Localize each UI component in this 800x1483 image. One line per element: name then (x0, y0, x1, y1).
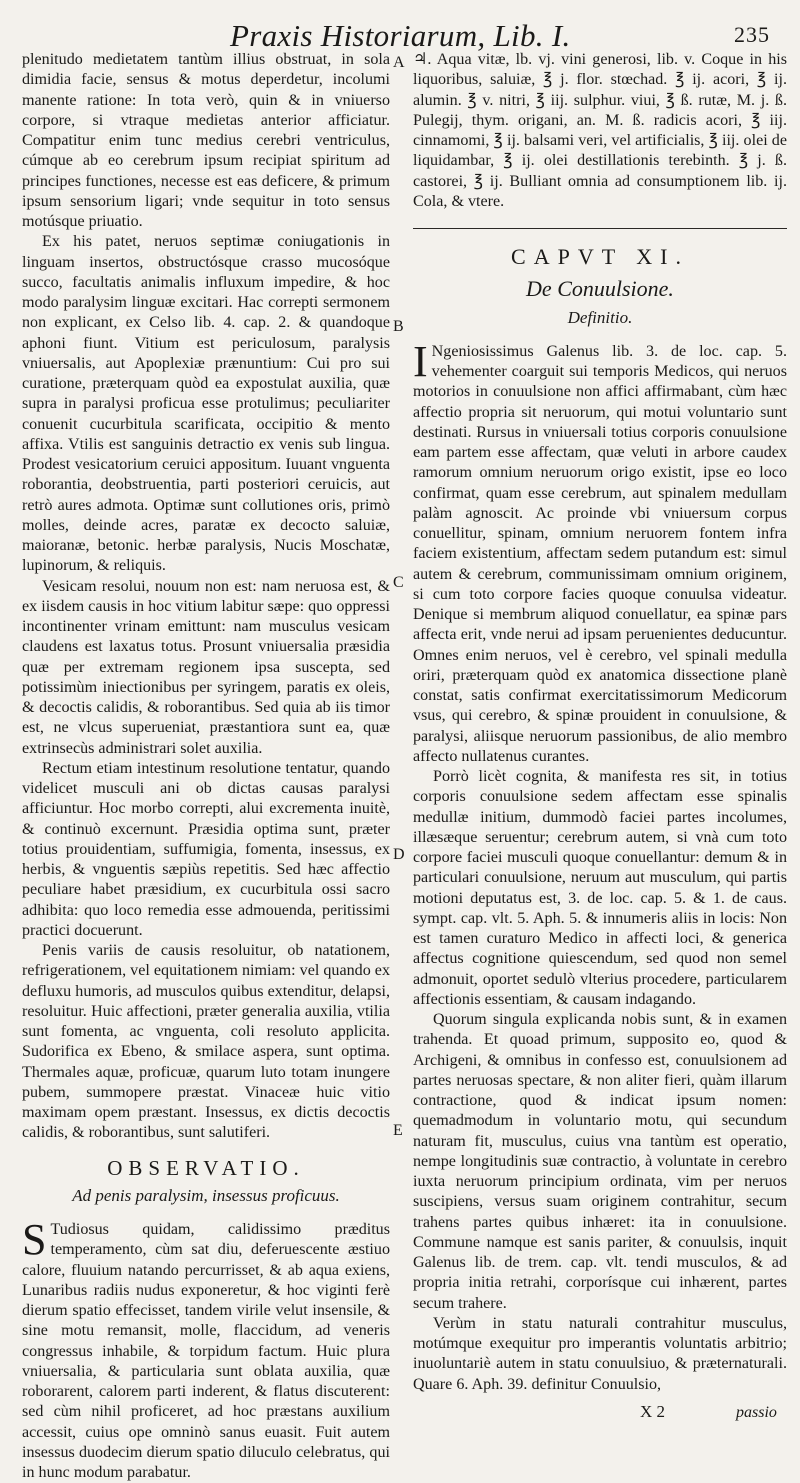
running-head: Praxis Historiarum, Lib. I. (230, 18, 571, 53)
right-paragraph-1-text: Ngeniosissimus Galenus lib. 3. de loc. cap. 5. vehementer coarguit sui temporis Medicos, qui neruos motorios in conuulsione non affici affirmabant, cùm hæc affectio propria sit neruorum, qui motui voluntario sunt destinati. Rursus in vniuersali totius corporis conuulsione eam partem esse affectam, quæ veluti in arbore caudex ramorum omnium neruorum origo existit, ipse eo loco confirmat, quam esse cerebrum, aut spinalem medullam palàm agnoscit. Ac proinde vbi vniuersum corpus conuellitur, spinam, omnium neruorem fontem infra faciem existentium, affectam sedem putandum est: simul autem & cerebrum, communissimam omnium originem, si cum toto corpore facies quoque conuulsa videatur. Denique si membrum aliquod conuellatur, ea spinæ pars affecta erit, vnde nerui ad ipsam peruenientes deducuntur. Omnes enim neruos, vel è cerebro, vel spinali medulla oriri, præterquam quòd ex anatomica dissectione planè constat, satis confirmat exercitatissimorum Medicorum vsus, qui cerebro, & spinæ prouident in conuulsione, & paralysi, aliisque neruorum passionibus, de alio membro affecto nullatenus curantes. (413, 342, 787, 765)
caput-subtitle: De Conuulsione. (526, 276, 674, 302)
left-paragraph-4: Rectum etiam intestinum resolutione tentatur, quando videlicet musculi ani ob dictas causas paralysi afficiuntur. Hoc morbo correpti, alui excrementa inuitè, & continuò excernunt. Præsidia optima sunt, præter totius prouidentiam, suffumigia, fomenta, insessus, ex herbis, & vnguentis sæpiùs repetitis. Sed hæc affectio peculiare habet præsidium, ex cucurbitula ossi sacro adhibita: quo loco remedia esse admouenda, peritissimi practici docuerunt. (22, 759, 390, 939)
left-column (22, 50, 390, 1483)
left-paragraph-5: Penis variis de causis resoluitur, ob natationem, refrigerationem, vel equitationem nimiam: vel quando ex defluxu humoris, ad musculos quibus extenditur, delapsi, resoluitur. Huic affectioni, præter generalia auxilia, vtilia sunt fomenta, ac vnguenta, coli resoluto applicita. Sudorifica ex Ebeno, & smilace aspera, sunt optima. Thermales aquæ, proficuæ, quarum luto totam inungere pubem, summopere præstat. Vinaceæ huic vitio maximam opem præstant. Insessus, ex dictis decoctis calidis, & roborantibus, sunt salutiferi. (22, 942, 390, 1142)
right-paragraph-3: Quorum singula explicanda nobis sunt, & in examen trahenda. Et quoad primum, supposito eo, quod & Archigeni, & omnibus in confesso est, conuulsionem ad partes neruosas spectare, & non aliter fieri, quàm illarum contractione, quod & indicat ipsum nomen: quemadmodum in voluntario motu, qui secundum naturam fit, musculus, cuius vna tantùm est operatio, nempe longitudinis suæ contractio, à voluntate in cerebro iuxta neruorum principium ordinata, vim per neruos suscipiens, versus suam originem contrahitur, secum trahens partes quibus inhæret: ita in conuulsione. Commune namque est sanis pariter, & conuulsis, inquit Galenus lib. de trem. cap. vlt. tendi musculos, & ad propria initia retrahi, corporísque cui inhærent, partes secum trahere. (413, 1011, 787, 1312)
right-paragraph-2: Porrò licèt cognita, & manifesta res sit, in totius corporis conuulsione sedem affectam esse spinalis medullæ initium, dummodò faciei partes incolumes, illæsæque seruentur; cerebrum autem, si vnà cum toto corpore faciei musculi quoque conuellantur: demum & in particulari conuulsione, neruum aut musculum, qui partis motioni deputatus est, 3. de loc. cap. 5. & 1. de caus. sympt. cap. vlt. 5. Aph. 5. & innumeris aliis in locis: Non est tamen curaturo Medico in affecti loci, & generica affectus cognitione quiescendum, sed quod non semel admonuit, oportet sedulò vlterius procedere, particularem affectionis essentiam, & causam indagando. (413, 768, 787, 1008)
observatio-subtitle: Ad penis paralysim, insessus proficuus. (72, 1185, 340, 1205)
observatio-dropcap: S (22, 1215, 47, 1264)
caput-title: CAPVT XI. (511, 244, 689, 269)
signature-mark: X 2 (640, 1402, 666, 1421)
catchword: passio (736, 1404, 777, 1421)
margin-letter-d: D (393, 846, 405, 863)
left-paragraph-2: Ex his patet, neruos septimæ coniugationis in linguam insertos, obstructósque crasso mucosóque succo, facultatis animalis influxum impedire, & hoc modo paralysim linguæ excitari. Hac correpti sermonem non explicant, ex Celso lib. 4. cap. 2. & quandoque aphoni fiunt. Vitium est periculosum, paralysis vniuersalis, aut Apoplexiæ prænuntium: Cui pro sui curatione, præterquam quòd ea expostulat auxilia, quæ supra in paralysi proficua esse protulimus; peculiariter conuenit cucurbitula scarificata, occipitio & mento affixa. Vtilis est sanguinis detractio ex venis sub lingua. Prodest vesicatorium ceruici appositum. Iuuant vnguenta roborantia, deobstruentia, parti posteriori ceruicis, aut retrò aures admota. Optimæ sunt collutiones oris, primò molles, deinde acres, paratæ ex decocto saluiæ, maioranæ, betonic. herbæ paralysis, Nucis Moschatæ, lupinorum, & reliquis. (22, 233, 390, 575)
page-header (0, 14, 800, 54)
right-column (413, 50, 787, 1395)
right-paragraph-1 (413, 336, 787, 767)
page-number: 235 (734, 22, 770, 47)
caput-dropcap: I (413, 336, 428, 386)
right-paragraph-4: Verùm in statu naturali contrahitur musculus, motúmque exequitur pro imperantis voluntatis arbitrio; inuoluntariè autem in statu conuulsiuo, & præternaturali. Quare 6. Aph. 39. definitur Conuulsio, (413, 1314, 787, 1393)
observatio-text: Tudiosus quidam, calidissimo præditus temperamento, cùm sat diu, deferuescente æstiuo calore, fluuium natando percurrisset, & ab aqua exiens, Lunaribus radiis nudus exponeretur, & hoc viginti ferè dierum spatio effecisset, tandem virile velut insensile, & sine motu remansit, molle, flaccidum, ad veneris congressus inhabile, & torpidum factum. Huic plura vniuersalia, & particularia sunt oblata auxilia, quæ roborarent, calorem parti inderent, & flatus discuterent: sed cùm nihil proficeret, ad hoc præstans auxilium accessit, cuius ope omninò sanus euasit. Fuit autem insessus duodecim dierum spatio diluculo celebratus, qui in hunc modum parabatur. (22, 1221, 390, 1481)
left-paragraph-3: Vesicam resolui, nouum non est: nam neruosa est, & ex iisdem causis in hoc vitium labitur sæpe: quo oppressi incontinenter vrinam emittunt: nam musculus vesicam claudens est laxatus totus. Prosunt vniuersalia præsidia quæ per extremam regionem ipsa suscepta, sed potissimùm iniectionibus per syringem, paratis ex oleis, & decoctis calidis, & roborantibus. Sed quia ab iis timor est, ne vlcus superueniat, præstantiora sunt ea, quæ extrinsecùs administrari solet auxilia. (22, 577, 390, 757)
section-rule (413, 228, 787, 229)
recipe-paragraph: ♃. Aqua vitæ, lb. vj. vini generosi, lib. v. Coque in his liquoribus, saluiæ, ℥ j. flor. stœchad. ℥ ij. acori, ℥ ij. alumin. ℥ v. nitri, ℥ iij. sulphur. viui, ℥ ß. rutæ, M. j. ß. Pulegij, thym. origani, an. M. ß. radicis acori, ℥ iij. cinnamomi, ℥ ij. balsami veri, vel artificialis, ℥ iij. olei de liquidambar, ℥ ij. olei destillationis terebinth. ℥ j. ß. castorei, ℥ ij. Bulliant omnia ad consumptionem lib. ij. Cola, & vtere. (413, 51, 787, 210)
left-paragraph-1: plenitudo medietatem tantùm illius obstruat, in sola dimidia facie, sensus & motus deperdetur, incolumi manente ratione: In tota verò, quin & in vniuerso corpore, si vtraque medietas anterior afficiatur. Compatitur enim tunc medius cerebri ventriculus, cúmque ab eo cerebrum ipsum recipiat spiritum ad principes functiones, necesse est eas deficere, & primum ipsum sensorium ligari; vnde sequitur in toto sensus motúsque priuatio. (22, 51, 390, 230)
margin-letter-b: B (393, 318, 404, 335)
observatio-paragraph (22, 1215, 390, 1483)
margin-letter-c: C (393, 574, 404, 591)
definitio-heading: Definitio. (567, 307, 633, 327)
margin-letter-e: E (393, 1122, 403, 1139)
observatio-title: OBSERVATIO. (107, 1155, 305, 1180)
margin-letter-a: A (393, 54, 405, 71)
